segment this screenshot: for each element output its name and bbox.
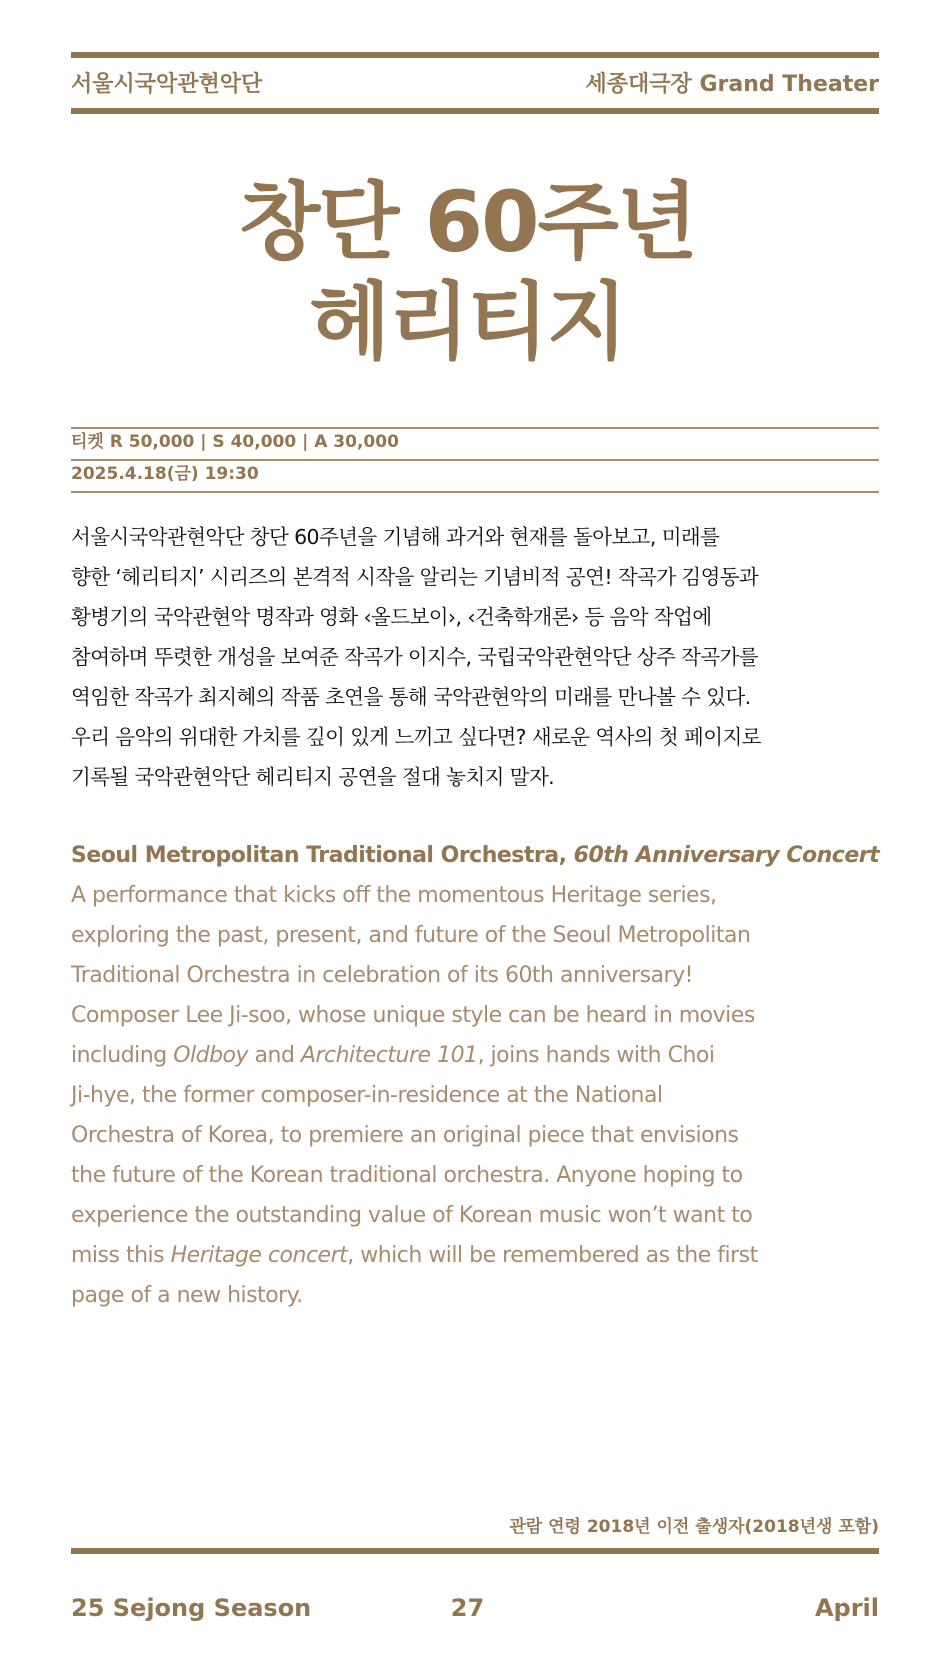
page-title-line2: 헤리티지 [309,273,626,371]
info-top-rule [71,427,879,429]
description-en-line: experience the outstanding value of Korean music won’t want to [71,1203,753,1228]
description-ko-line: 향한 ‘헤리티지’ 시리즈의 본격적 시작을 알리는 기념비적 공연! 작곡가 김영동과 [71,565,759,589]
venue-name: 세종대극장 Grand Theater [585,72,879,97]
ticket-prices: 티켓 R 50,000 | S 40,000 | A 30,000 [71,432,399,452]
description-ko-line: 서울시국악관현악단 창단 60주년을 기념해 과거와 현재를 돌아보고, 미래를 [71,525,720,549]
description-en-line [71,1036,906,1076]
footer-month: April [814,1594,879,1622]
en-text: miss this [71,1243,171,1268]
en-text: , joins hands with Choi [477,1043,715,1068]
en-text: , which will be remembered as the first [347,1243,758,1268]
film-title-architecture: Architecture 101 [300,1043,478,1068]
description-en-line [71,1236,906,1276]
header-bottom-rule [71,108,879,114]
english-lead [71,836,906,876]
description-en-line: Traditional Orchestra in celebration of its 60th anniversary! [71,963,693,988]
description-ko-line: 황병기의 국악관현악 명작과 영화 ‹올드보이›, ‹건축학개론› 등 음악 작업에 [71,605,712,629]
concert-title-italic: Heritage concert [170,1243,348,1268]
description-en-line: Composer Lee Ji-soo, whose unique style can be heard in movies [71,1003,755,1028]
description-english [71,836,906,1316]
description-en-line: the future of the Korean traditional orchestra. Anyone hoping to [71,1163,743,1188]
english-lead-bold: Seoul Metropolitan Traditional Orchestra, [71,843,567,868]
orchestra-name: 서울시국악관현악단 [71,72,263,97]
page-title-line1: 창단 60주년 [239,173,696,271]
film-title-oldboy: Oldboy [173,1043,249,1068]
performance-datetime: 2025.4.18(금) 19:30 [71,464,259,484]
description-en-line: page of a new history. [71,1283,303,1308]
description-en-line: A performance that kicks off the momentous Heritage series, [71,883,717,908]
description-ko-line: 역임한 작곡가 최지혜의 작품 초연을 통해 국악관현악의 미래를 만나볼 수 있다. [71,685,751,709]
description-ko-line: 참여하며 뚜렷한 개성을 보여준 작곡가 이지수, 국립국악관현악단 상주 작곡가를 [71,645,758,669]
top-rule [71,52,879,58]
description-korean [71,517,891,797]
description-en-line: Orchestra of Korea, to premiere an original piece that envisions [71,1123,739,1148]
description-ko-line: 기록될 국악관현악단 헤리티지 공연을 절대 놓치지 말자. [71,765,555,789]
age-notice: 관람 연령 2018년 이전 출생자(2018년생 포함) [509,1517,879,1537]
en-text: including [71,1043,174,1068]
description-ko-line: 우리 음악의 위대한 가치를 깊이 있게 느끼고 싶다면? 새로운 역사의 첫 페이지로 [71,725,761,749]
description-en-line: Ji-hye, the former composer-in-residence at the National [71,1083,663,1108]
info-bottom-rule [71,491,879,493]
info-middle-rule [71,459,879,461]
page-number: 27 [450,1594,485,1622]
english-lead-italic: 60th Anniversary Concert [573,843,880,868]
en-text: and [248,1043,301,1068]
footer-rule [71,1548,879,1554]
description-en-line: exploring the past, present, and future of the Seoul Metropolitan [71,923,751,948]
footer-season: 25 Sejong Season [71,1594,312,1622]
